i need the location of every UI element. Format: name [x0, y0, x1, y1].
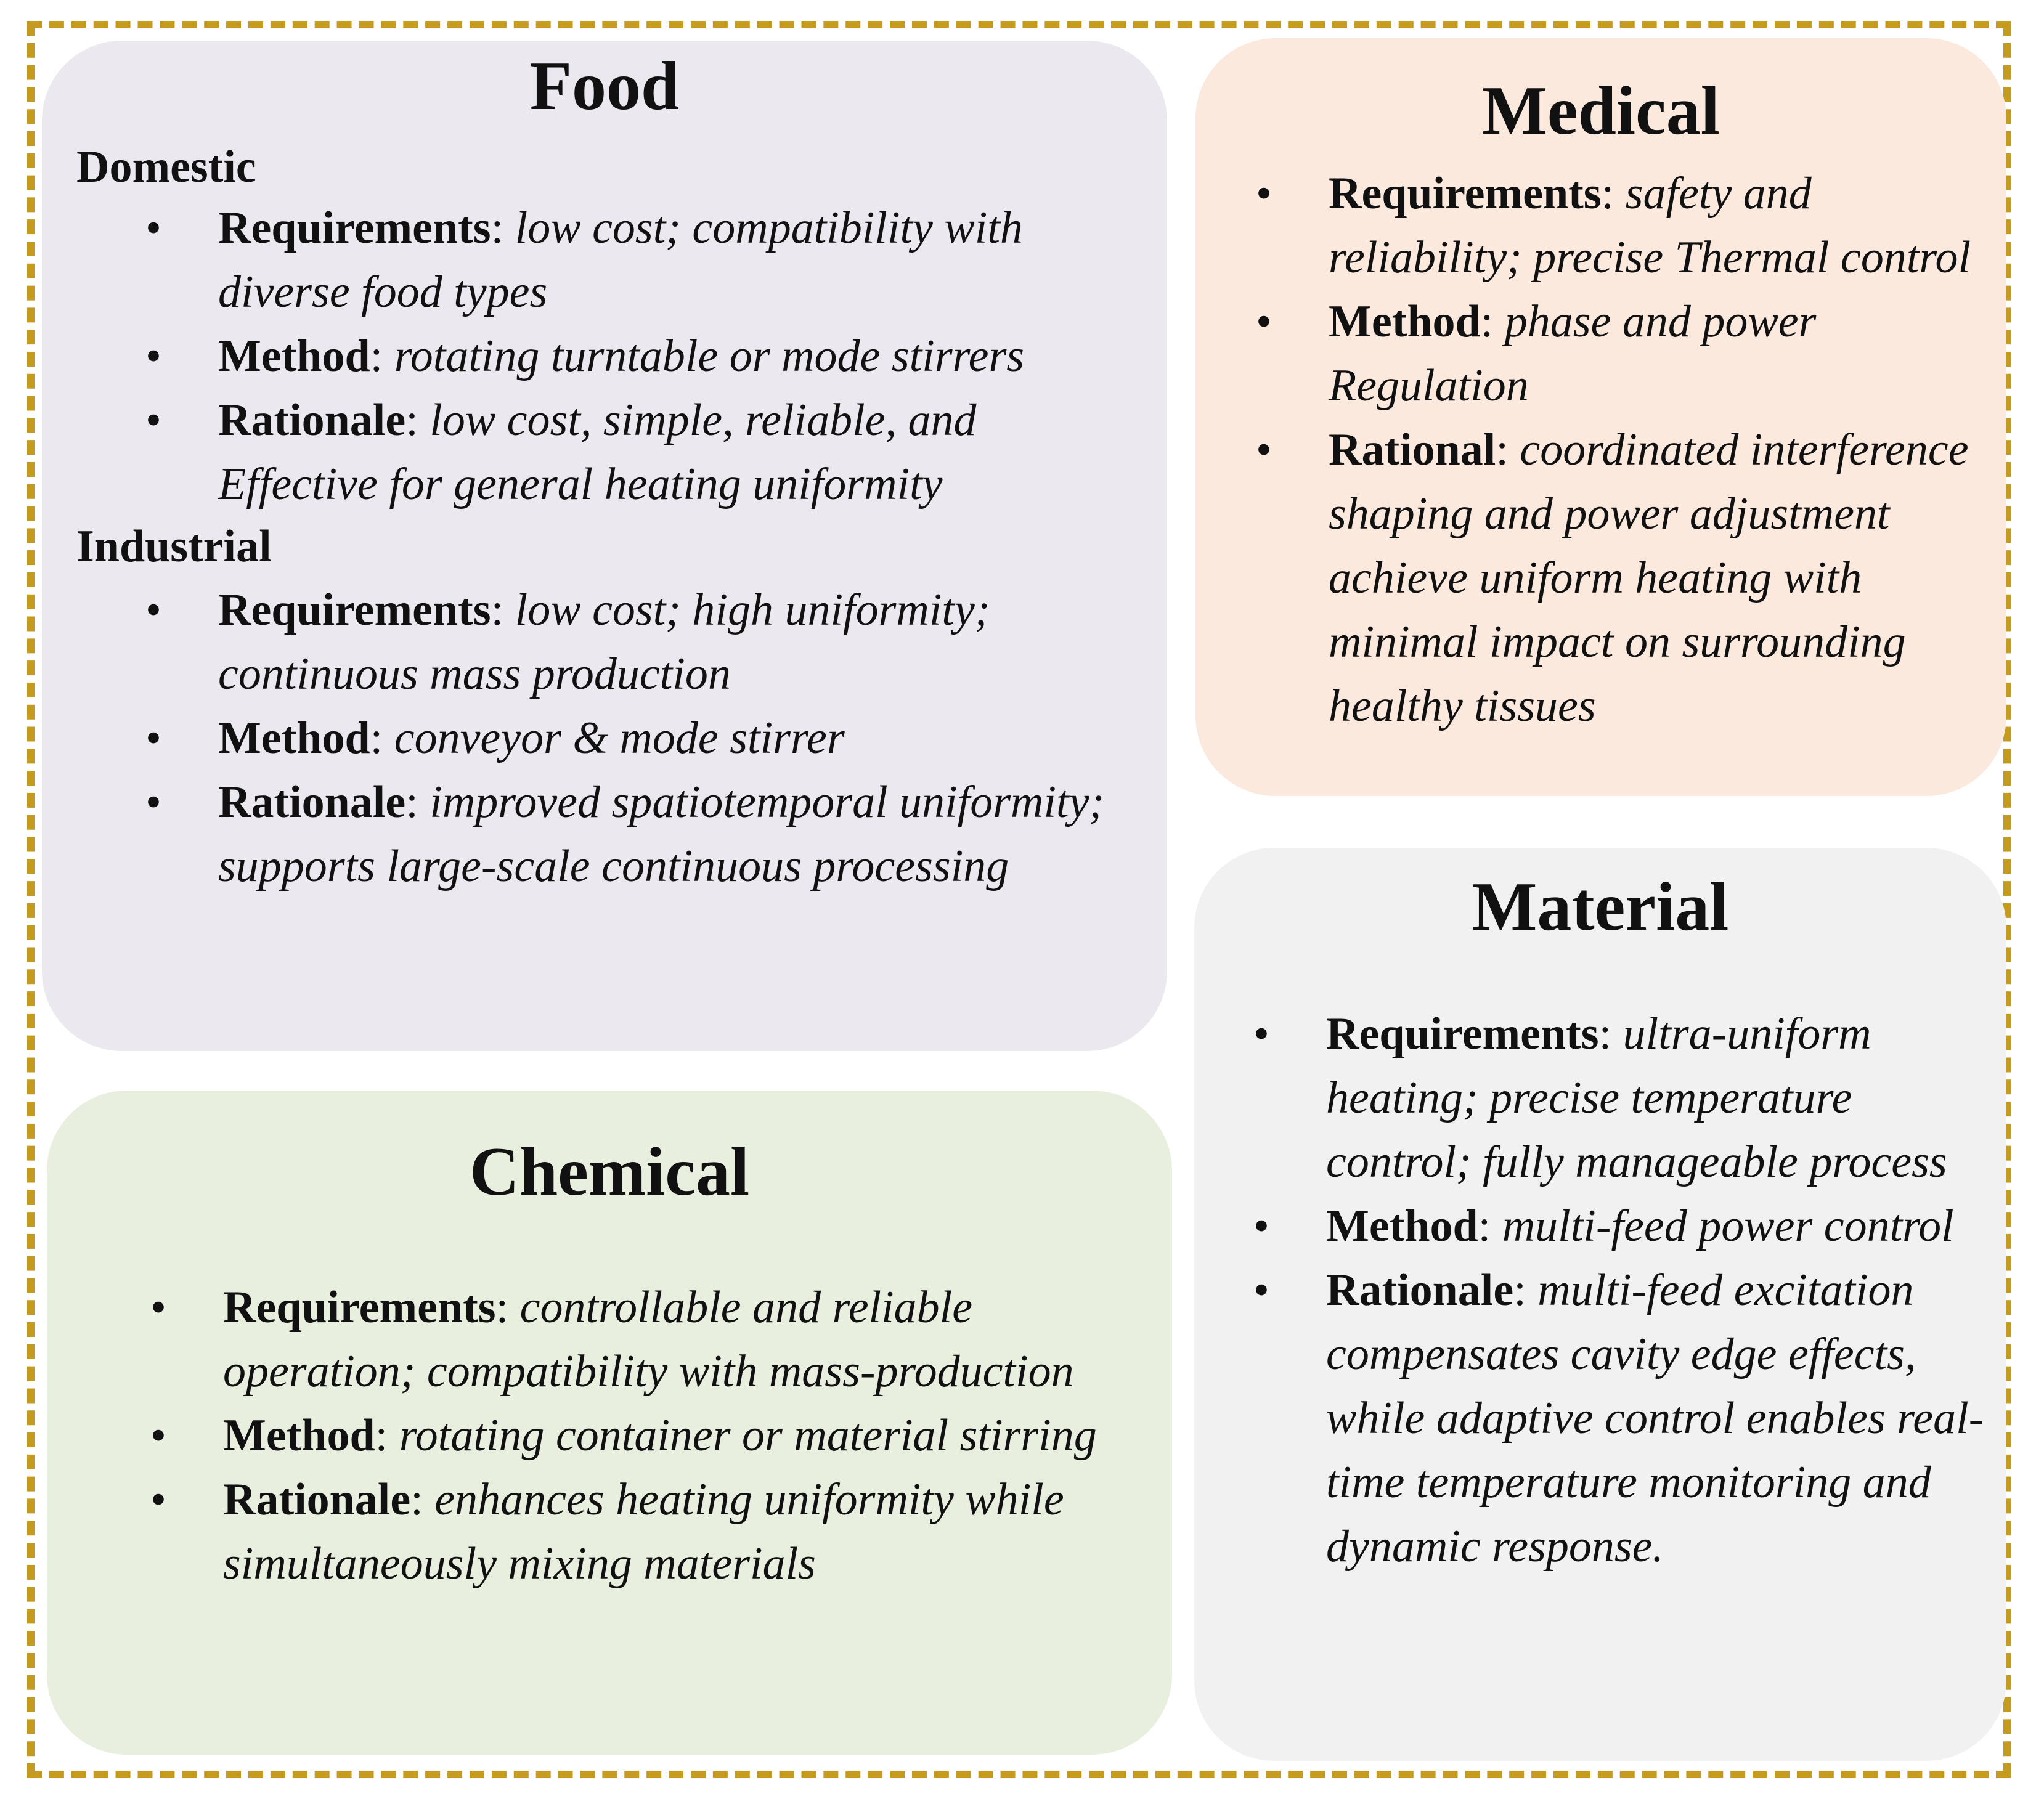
chemical-title: Chemical — [469, 1134, 750, 1210]
list-item: • Requirements: ultra-uniform heating; precise temperature control; fully manageable process — [1326, 1002, 1992, 1194]
item-value: low cost; compatibility with diverse food types — [218, 203, 1023, 317]
item-key: Method — [1329, 296, 1481, 347]
medical-title: Medical — [1482, 73, 1720, 149]
item-key: Method — [1326, 1201, 1478, 1251]
list-item: • Method: rotating turntable or mode stirrers — [218, 324, 1142, 388]
list-item: • Method: rotating container or material stirring — [223, 1404, 1147, 1468]
item-value: ultra-uniform heating; precise temperature control; fully manageable process — [1326, 1009, 1947, 1187]
item-value: improved spatiotemporal uniformity; supports large-scale continuous processing — [218, 777, 1105, 892]
domestic-heading: Domestic — [76, 142, 256, 192]
item-value: rotating container or material stirring — [399, 1410, 1097, 1461]
item-key: Rationale — [1326, 1265, 1514, 1315]
item-key: Requirements — [223, 1282, 496, 1333]
item-key: Requirements — [218, 203, 491, 253]
item-key: Requirements — [1326, 1009, 1599, 1059]
material-list — [1326, 1002, 1992, 1578]
list-item: • Method: conveyor & mode stirrer — [218, 706, 1142, 770]
list-item: • Requirements: low cost; compatibility with diverse food types — [218, 196, 1142, 324]
food-card — [42, 41, 1167, 1051]
item-value: multi-feed power control — [1502, 1201, 1954, 1251]
item-value: rotating turntable or mode stirrers — [394, 331, 1025, 381]
list-item: • Requirements: safety and reliability; precise Thermal control — [1329, 161, 1982, 290]
list-item: • Method: phase and power Regulation — [1329, 290, 1982, 418]
item-value: coordinated interference shaping and power adjustment achieve uniform heating with minimal impact on surrounding healthy tissues — [1329, 425, 1969, 731]
item-value: enhances heating uniformity while simultaneously mixing materials — [223, 1474, 1064, 1589]
list-item: • Requirements: low cost; high uniformity; continuous mass production — [218, 578, 1142, 706]
industrial-heading: Industrial — [76, 521, 272, 572]
item-value: conveyor & mode stirrer — [394, 713, 845, 763]
item-key: Method — [218, 713, 370, 763]
list-item: • Rationale: multi-feed excitation compensates cavity edge effects, while adaptive control enables real-time temperature monitoring and dynamic response. — [1326, 1258, 1992, 1578]
list-item: • Rationale: improved spatiotemporal uniformity; supports large-scale continuous processing — [218, 770, 1142, 898]
item-key: Requirements — [218, 585, 491, 635]
food-title: Food — [529, 48, 680, 124]
item-key: Rationale — [223, 1474, 411, 1525]
domestic-list — [218, 196, 1142, 516]
list-item: • Rationale: enhances heating uniformity while simultaneously mixing materials — [223, 1468, 1147, 1596]
item-value: safety and reliability; precise Thermal control — [1329, 168, 1971, 283]
list-item: • Method: multi-feed power control — [1326, 1194, 1992, 1258]
medical-list — [1329, 161, 1982, 738]
chemical-card — [47, 1091, 1172, 1755]
item-key: Requirements — [1329, 168, 1602, 219]
item-key: Rational — [1329, 425, 1496, 475]
material-card — [1194, 848, 2006, 1761]
list-item: • Rational: coordinated interference shaping and power adjustment achieve uniform heating with minimal impact on surrounding healthy tissues — [1329, 418, 1982, 738]
item-key: Method — [218, 331, 370, 381]
material-title: Material — [1472, 869, 1729, 945]
item-key: Rationale — [218, 395, 406, 445]
medical-card — [1195, 38, 2006, 796]
chemical-list — [223, 1275, 1147, 1596]
item-value: multi-feed excitation compensates cavity edge effects, while adaptive control enables real-time temperature monitoring and dynamic response. — [1326, 1265, 1984, 1572]
list-item: • Rationale: low cost, simple, reliable, and Effective for general heating uniformity — [218, 388, 1142, 516]
item-value: low cost; high uniformity; continuous mass production — [218, 585, 990, 699]
list-item: • Requirements: controllable and reliable operation; compatibility with mass-production — [223, 1275, 1147, 1404]
item-key: Method — [223, 1410, 375, 1461]
item-value: phase and power Regulation — [1329, 296, 1817, 411]
item-key: Rationale — [218, 777, 406, 827]
industrial-list — [218, 578, 1142, 898]
item-value: low cost, simple, reliable, and Effective for general heating uniformity — [218, 395, 977, 510]
item-value: controllable and reliable operation; compatibility with mass-production — [223, 1282, 1074, 1397]
